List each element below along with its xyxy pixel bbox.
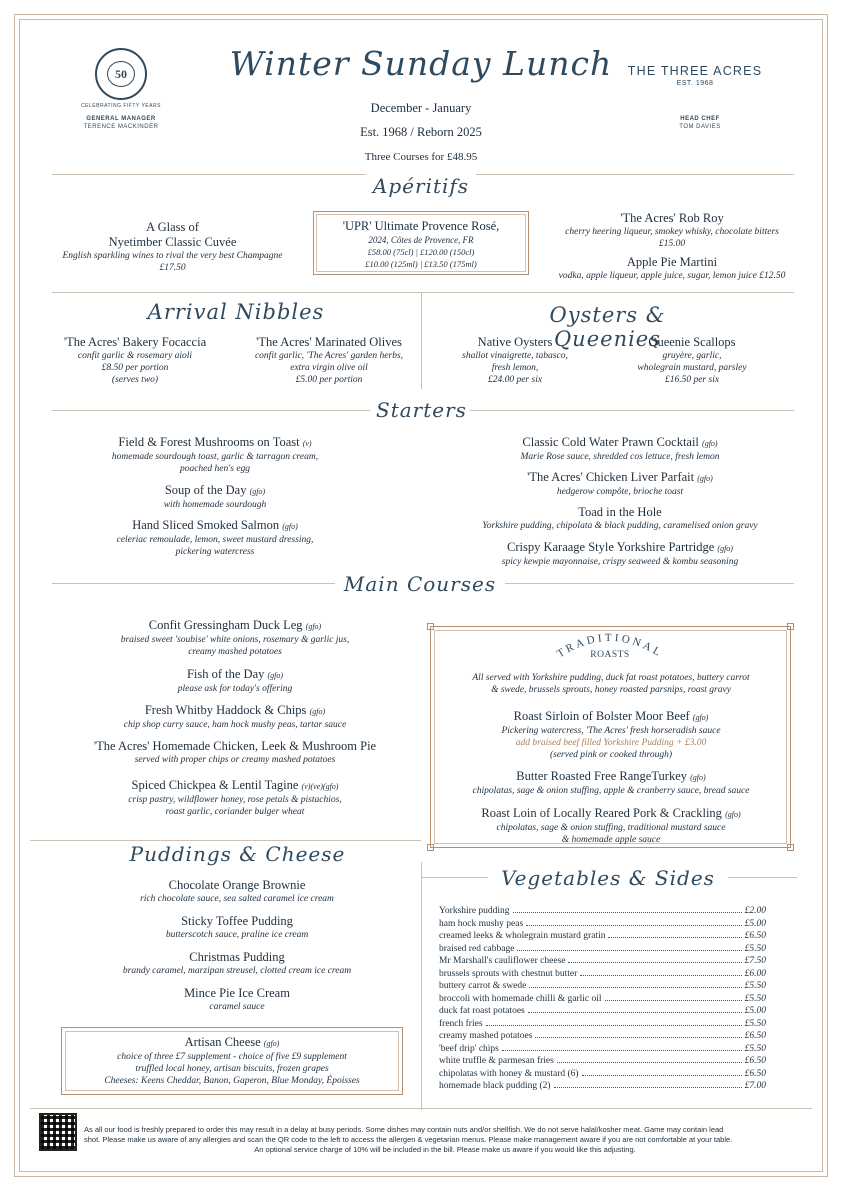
toad-name: Toad in the Hole <box>578 505 662 519</box>
queenie-name: Queenie Scallops <box>648 335 736 349</box>
sides-title: Vegetables & Sides <box>488 866 728 890</box>
turkey-desc: chipolatas, sage & onion stuffing, apple & cranberry sauce, bread sauce <box>472 786 750 796</box>
roasts-corner-tl <box>427 623 434 630</box>
footer-line1: As all our food is freshly prepared to order this may result in a delay at busy periods. Some dishes may contain nuts and/or shellfish. We do not serve halal/kosher meat. Game may contain lead <box>84 1125 724 1134</box>
side-item-price: £5.50 <box>744 943 766 954</box>
aperitif-nyetimber <box>30 220 315 274</box>
puddings-title: Puddings & Cheese <box>120 842 355 866</box>
side-item-name: french fries <box>439 1018 483 1029</box>
parfait-tag: (gfo) <box>697 474 713 483</box>
divider-puddings <box>30 840 421 841</box>
queenie-price: £16.50 per six <box>664 375 720 385</box>
pork-desc1: chipolatas, sage & onion stuffing, traditional mustard sauce <box>496 823 726 833</box>
roasts-subtitle: ROASTS <box>590 650 630 660</box>
menu-dates: December - January <box>370 101 472 115</box>
main-pie <box>40 739 430 766</box>
aperitifs-title: Apéritifs <box>366 174 476 198</box>
oysters-price: £24.00 per six <box>487 375 543 385</box>
pork-desc2: & homemade apple sauce <box>561 835 661 845</box>
olives-name: 'The Acres' Marinated Olives <box>256 335 402 349</box>
christmas-desc: brandy caramel, marzipan streusel, clotted cream ice cream <box>122 966 352 976</box>
side-item-leader <box>529 987 741 988</box>
starter-soup <box>60 483 370 511</box>
pork-name: Roast Loin of Locally Reared Pork & Crackling <box>481 806 722 820</box>
parfait-name: 'The Acres' Chicken Liver Parfait <box>527 470 695 484</box>
cheese-tag: (gfo) <box>263 1039 280 1048</box>
beef-desc: Pickering watercress, 'The Acres' fresh horseradish sauce <box>501 726 721 736</box>
starters-title: Starters <box>370 398 470 422</box>
side-item-price: £5.00 <box>744 1006 766 1016</box>
brand-est: EST. 1968 <box>676 80 714 87</box>
side-item-price: £5.50 <box>744 1043 766 1054</box>
beef-addon: add braised beef filled Yorkshire Pudding + £3.00 <box>515 738 707 748</box>
starter-toad <box>440 505 800 532</box>
martini-name: Apple Pie Martini <box>626 255 718 269</box>
turkey-tag: (gfo) <box>690 773 706 782</box>
mushrooms-desc2: poached hen's egg <box>179 464 251 474</box>
parfait-desc: hedgerow compôte, brioche toast <box>556 487 684 497</box>
cheese-desc3: Cheeses: Keens Cheddar, Banon, Gaperon, Blue Monday, Époisses <box>104 1076 360 1086</box>
beef-name: Roast Sirloin of Bolster Moor Beef <box>513 709 690 723</box>
salmon-desc2: pickering watercress <box>175 547 255 557</box>
partridge-name: Crispy Karaage Style Yorkshire Partridge <box>507 540 715 554</box>
side-item-name: homemade black pudding (2) <box>439 1081 551 1091</box>
roasts-corner-tr <box>787 623 794 630</box>
side-item <box>439 1003 766 1016</box>
roasts-corner-br <box>787 844 794 851</box>
chef-label: HEAD CHEF <box>680 116 720 122</box>
focaccia-serves: (serves two) <box>111 375 159 385</box>
salmon-name: Hand Sliced Smoked Salmon <box>132 518 280 532</box>
side-item-name: buttery carrot & swede <box>439 981 527 991</box>
side-item-name: braised red cabbage <box>439 943 515 954</box>
side-item-leader <box>513 912 742 913</box>
soup-tag: (gfo) <box>249 487 266 496</box>
starter-mushrooms <box>60 435 370 475</box>
beef-tag: (gfo) <box>692 713 709 722</box>
aperitif-desc: English sparkling wines to rival the very best Champagne <box>62 251 283 261</box>
side-item-price: £6.00 <box>744 968 766 979</box>
roasts-intro <box>437 672 785 696</box>
side-item <box>439 978 766 991</box>
nibble-olives <box>228 335 430 386</box>
roast-beef <box>437 709 785 761</box>
cheese-desc2: truffled local honey, artisan biscuits, frozen grapes <box>135 1064 329 1074</box>
aperitif-apple-pie-martini <box>532 255 812 282</box>
side-item-name: 'beef drip' chips <box>439 1043 499 1054</box>
side-item-price: £6.50 <box>744 1056 766 1066</box>
partridge-desc: spicy kewpie mayonnaise, crispy seaweed & kombu seasoning <box>501 557 739 567</box>
side-item <box>439 941 766 954</box>
footer-line2: shot. Please make us aware of any allergies and scan the QR code to the left to access the allergen & vegetarian menus. Please make management aware if you are not comfortable at your table. <box>84 1135 733 1144</box>
tagine-desc2: roast garlic, coriander bulger wheat <box>165 807 305 817</box>
side-item-name: brussels sprouts with chestnut butter <box>439 968 578 979</box>
est-line: Est. 1968 / Reborn 2025 <box>360 125 482 139</box>
brownie-desc: rich chocolate sauce, sea salted caramel ice cream <box>140 894 334 904</box>
haddock-desc: chip shop curry sauce, ham hock mushy peas, tartar sauce <box>123 720 347 730</box>
starter-salmon <box>60 518 370 558</box>
svg-text:TRADITIONAL: TRADITIONAL <box>554 631 666 660</box>
duck-tag: (gfo) <box>305 622 322 631</box>
main-haddock <box>60 703 410 731</box>
side-item <box>439 1078 766 1091</box>
beef-note: (served pink or cooked through) <box>549 750 673 760</box>
oysters-queenie <box>612 335 772 386</box>
side-item-name: ham hock mushy peas <box>439 918 524 929</box>
nibbles-title: Arrival Nibbles <box>136 300 336 324</box>
side-item <box>439 928 766 941</box>
sticky-toffee-desc: butterscotch sauce, praline ice cream <box>165 930 309 940</box>
anniversary-number: 50 <box>107 61 135 87</box>
turkey-name: Butter Roasted Free RangeTurkey <box>516 769 687 783</box>
mushrooms-tag: (v) <box>302 439 312 448</box>
side-item-leader <box>502 1050 742 1051</box>
oysters-desc1: shallot vinaigrette, tabasco, <box>462 351 568 361</box>
side-item-price: £6.50 <box>744 931 766 941</box>
aperitif-name-line1: A Glass of <box>146 220 199 234</box>
side-item-leader <box>580 975 741 976</box>
rob-roy-name: 'The Acres' Rob Roy <box>620 211 724 225</box>
rob-roy-price: £15.00 <box>658 239 686 249</box>
fish-desc: please ask for today's offering <box>177 684 293 694</box>
queenie-desc1: gruyère, garlic, <box>662 351 722 361</box>
aperitif-price: £17.50 <box>159 263 186 273</box>
rose-name: 'UPR' Ultimate Provence Rosé, <box>342 219 500 233</box>
sticky-toffee-name: Sticky Toffee Pudding <box>181 914 293 928</box>
aperitif-rose <box>316 219 526 270</box>
roasts-intro2: & swede, brussels sprouts, honey roasted parsnips, roast gravy <box>491 685 731 695</box>
pie-name: 'The Acres' Homemade Chicken, Leek & Mushroom Pie <box>93 739 377 753</box>
martini-desc: vodka, apple liqueur, apple juice, sugar, lemon juice £12.50 <box>558 271 786 281</box>
brand-name: THE THREE ACRES <box>627 64 763 78</box>
brownie-name: Chocolate Orange Brownie <box>168 878 306 892</box>
roast-turkey <box>437 769 785 797</box>
rose-origin: 2024, Côtes de Provence, FR <box>368 235 474 245</box>
rose-glass-prices: £10.00 (125ml) | £13.50 (175ml) <box>365 259 477 269</box>
queenie-desc2: wholegrain mustard, parsley <box>637 363 747 373</box>
prawn-tag: (gfo) <box>702 439 718 448</box>
side-item-leader <box>605 1000 742 1001</box>
cheese-name: Artisan Cheese <box>184 1035 261 1049</box>
gm-name: TERENCE MACKINDER <box>83 124 159 130</box>
side-item-name: Yorkshire pudding <box>439 906 510 916</box>
side-item-leader <box>582 1075 742 1076</box>
fish-name: Fish of the Day <box>186 667 265 681</box>
side-item-price: £6.50 <box>744 1068 766 1079</box>
side-item-price: £5.00 <box>744 918 766 929</box>
side-item-leader <box>526 925 741 926</box>
chef-name: TOM DAVIES <box>679 124 721 130</box>
side-item-leader <box>568 962 741 963</box>
footer-notes <box>84 1125 806 1155</box>
salmon-desc1: celeriac remoulade, lemon, sweet mustard dressing, <box>116 535 314 545</box>
oysters-desc2: fresh lemon, <box>491 363 539 373</box>
roast-pork <box>437 806 785 846</box>
main-duck <box>60 618 410 658</box>
logo-text: CELEBRATING FIFTY YEARS <box>81 103 161 109</box>
side-item-price: £7.00 <box>744 1081 766 1091</box>
side-item-name: white truffle & parmesan fries <box>439 1056 554 1066</box>
olives-desc1: confit garlic, 'The Acres' garden herbs, <box>254 351 404 361</box>
footer-line3: An optional service charge of 10% will be included in the bill. Please make us aware if you would like this adjusting. <box>254 1145 636 1154</box>
side-item <box>439 1041 766 1054</box>
duck-desc2: creamy mashed potatoes <box>188 647 282 657</box>
side-item <box>439 1066 766 1079</box>
cheese-desc1: choice of three £7 supplement - choice of five £9 supplement <box>117 1052 347 1062</box>
mince-pie-desc: caramel sauce <box>209 1002 265 1012</box>
side-item-price: £7.50 <box>744 956 766 966</box>
rob-roy-desc: cherry heering liqueur, smokey whisky, chocolate bitters <box>565 227 779 237</box>
oysters-title: Oysters & Queenies <box>500 303 715 351</box>
oysters-native <box>440 335 590 386</box>
side-item <box>439 991 766 1004</box>
pork-tag: (gfo) <box>725 810 741 819</box>
duck-desc1: braised sweet 'soubise' white onions, rosemary & garlic jus, <box>120 635 350 645</box>
side-item <box>439 1016 766 1029</box>
side-item-price: £5.50 <box>744 1018 766 1029</box>
side-item-name: Mr Marshall's cauliflower cheese <box>439 956 566 966</box>
starter-prawn <box>440 435 800 463</box>
pudding-mince-pie <box>52 986 422 1013</box>
side-item-price: £5.50 <box>744 981 766 991</box>
focaccia-name: 'The Acres' Bakery Focaccia <box>63 335 207 349</box>
focaccia-desc: confit garlic & rosemary aioli <box>77 351 193 361</box>
prawn-desc: Marie Rose sauce, shredded cos lettuce, fresh lemon <box>520 452 720 462</box>
prawn-name: Classic Cold Water Prawn Cocktail <box>522 435 699 449</box>
duck-name: Confit Gressingham Duck Leg <box>148 618 303 632</box>
side-item-leader <box>517 950 741 951</box>
side-item <box>439 966 766 979</box>
side-item-name: chipolatas with honey & mustard (6) <box>439 1068 579 1079</box>
side-item <box>439 1028 766 1041</box>
tagine-desc1: crisp pastry, wildflower honey, rose petals & pistachios, <box>128 795 342 805</box>
soup-name: Soup of the Day <box>164 483 247 497</box>
roasts-corner-bl <box>427 844 434 851</box>
side-item-leader <box>535 1037 741 1038</box>
cheese-item <box>65 1035 399 1087</box>
main-fish <box>60 667 410 695</box>
main-tagine <box>60 778 410 818</box>
pudding-brownie <box>52 878 422 905</box>
side-item <box>439 903 766 916</box>
pudding-christmas <box>52 950 422 977</box>
side-item-name: creamed leeks & wholegrain mustard gratin <box>439 931 606 941</box>
allergen-qr-code[interactable] <box>39 1113 77 1151</box>
olives-price: £5.00 per portion <box>295 375 363 385</box>
side-item-price: £2.00 <box>744 906 766 916</box>
gm-label: GENERAL MANAGER <box>86 116 156 122</box>
oysters-name: Native Oysters <box>477 335 553 349</box>
aperitif-rob-roy <box>532 211 812 250</box>
price-line: Three Courses for £48.95 <box>364 151 478 163</box>
pie-desc: served with proper chips or creamy mashed potatoes <box>134 755 336 765</box>
side-item-price: £6.50 <box>744 1031 766 1041</box>
menu-title: Winter Sunday Lunch <box>229 44 613 83</box>
rose-bottle-prices: £58.00 (75cl) | £120.00 (150cl) <box>367 247 475 257</box>
side-item-leader <box>608 937 741 938</box>
divider-nibbles <box>52 292 794 293</box>
salmon-tag: (gfo) <box>282 522 298 531</box>
tagine-tag: (v)(ve)(gfo) <box>301 782 339 791</box>
side-item <box>439 1053 766 1066</box>
soup-desc: with homemade sourdough <box>163 500 267 510</box>
haddock-name: Fresh Whitby Haddock & Chips <box>144 703 307 717</box>
side-item-name: creamy mashed potatoes <box>439 1031 533 1041</box>
toad-desc: Yorkshire pudding, chipolata & black pudding, caramelised onion gravy <box>482 521 758 531</box>
starter-parfait <box>440 470 800 498</box>
side-item <box>439 953 766 966</box>
side-item-leader <box>554 1087 742 1088</box>
pudding-sticky-toffee <box>52 914 422 941</box>
fish-tag: (gfo) <box>267 671 284 680</box>
mains-title: Main Courses <box>335 572 505 596</box>
side-item-price: £5.50 <box>744 993 766 1004</box>
partridge-tag: (gfo) <box>717 544 733 553</box>
mushrooms-name: Field & Forest Mushrooms on Toast <box>118 435 300 449</box>
starter-partridge <box>430 540 810 568</box>
side-item-leader <box>528 1012 742 1013</box>
roasts-intro1: All served with Yorkshire pudding, duck fat roast potatoes, buttery carrot <box>472 673 750 683</box>
tagine-name: Spiced Chickpea & Lentil Tagine <box>131 778 299 792</box>
side-item-name: duck fat roast potatoes <box>439 1006 525 1016</box>
side-item <box>439 916 766 929</box>
focaccia-price: £8.50 per portion <box>101 363 169 373</box>
mince-pie-name: Mince Pie Ice Cream <box>184 986 290 1000</box>
side-item-leader <box>486 1025 742 1026</box>
divider-footer <box>30 1108 812 1109</box>
mushrooms-desc1: homemade sourdough toast, garlic & tarragon cream, <box>111 452 319 462</box>
side-item-leader <box>557 1062 742 1063</box>
aperitif-name-line2: Nyetimber Classic Cuvée <box>108 235 237 249</box>
nibble-focaccia <box>40 335 230 386</box>
side-item-name: broccoli with homemade chilli & garlic oil <box>439 993 602 1004</box>
haddock-tag: (gfo) <box>309 707 326 716</box>
olives-desc2: extra virgin olive oil <box>290 363 368 373</box>
christmas-name: Christmas Pudding <box>189 950 285 964</box>
